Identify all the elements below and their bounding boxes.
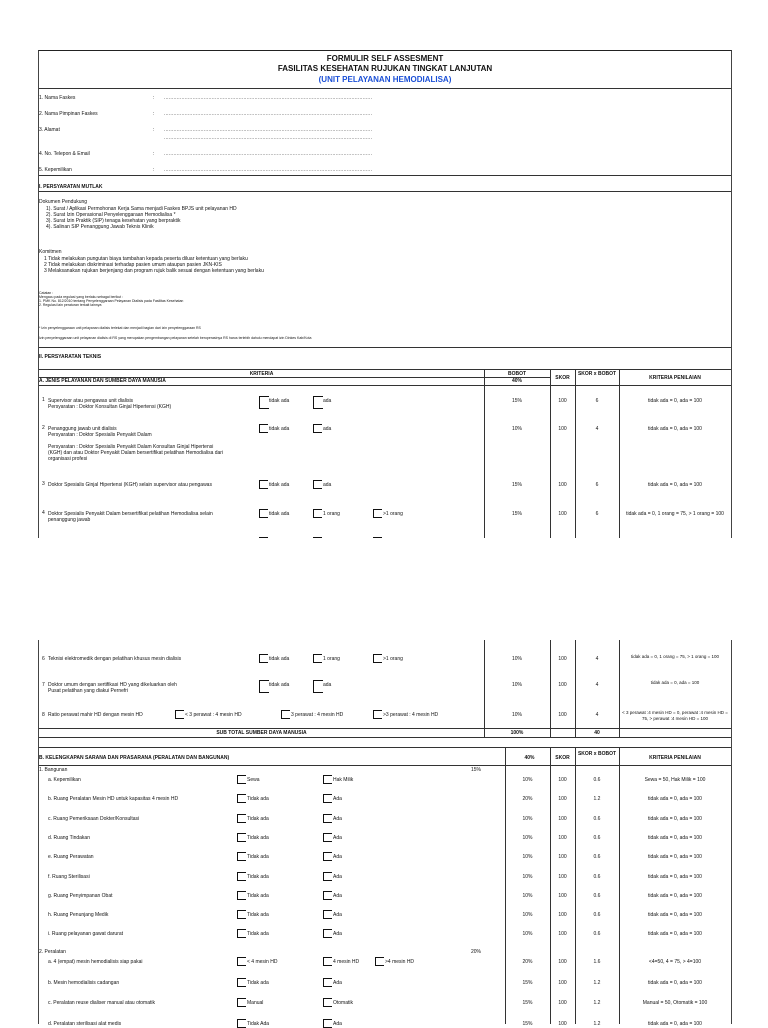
row-bobot: 15%: [522, 979, 533, 986]
dokumen-item: 4). Salinan SIP Penanggung Jawab Teknis Klinik: [46, 224, 154, 230]
col-skor: SKOR: [555, 375, 570, 381]
row-skor: 100: [558, 931, 567, 938]
secA-bobot: 40%: [511, 378, 522, 384]
row-skor: 100: [558, 398, 567, 404]
section-heading-mutlak: I. PERSYARATAN MUTLAK: [39, 184, 103, 190]
option-label: Ada: [333, 892, 342, 899]
option-label: Tidak ada: [247, 979, 269, 986]
col-kriteria-penilaian: KRITERIA PENILAIAN: [649, 375, 701, 381]
option-checkbox[interactable]: [373, 654, 382, 663]
row-skor-x-bobot: 6: [595, 511, 599, 517]
option-checkbox[interactable]: [323, 872, 332, 881]
komitmen-heading: Komitmen: [39, 249, 62, 255]
option-checkbox[interactable]: [281, 710, 290, 719]
footnote-2: Izin penyelenggaraan unit pelayanan dialisis di RS yang merupakan pengembangan pelayanan setelah beroperasinya RS harus terlebih dahulu mendapat izin Dinkes Kab/Kota: [39, 336, 312, 340]
option-label: Tidak ada: [247, 815, 269, 822]
facility-item-label: d. Ruang Tindakan: [48, 834, 90, 841]
row-bobot: 10%: [511, 682, 522, 688]
identity-label: 3. Alamat: [39, 127, 60, 133]
secB-title: B. KELENGKAPAN SARANA DAN PRASARANA (PERALATAN DAN BANGUNAN): [39, 755, 230, 761]
row-bobot: 15%: [522, 1000, 533, 1007]
row-skor-x-bobot: 0.6: [593, 854, 601, 861]
row-skor: 100: [558, 979, 567, 986]
option-checkbox[interactable]: [313, 654, 322, 663]
row-bobot: 10%: [511, 656, 522, 662]
row-bobot: 10%: [522, 892, 533, 899]
col-bobot: BOBOT: [507, 371, 527, 377]
option-label: 1 orang: [323, 511, 340, 517]
row-number: 7: [42, 682, 45, 688]
row-skor-x-bobot: 1.2: [593, 1000, 601, 1007]
option-label: >1 orang: [383, 656, 403, 662]
identity-input-field[interactable]: ...................................................................................................................................: [164, 127, 373, 133]
identity-label: 1. Nama Faskes: [39, 95, 76, 101]
option-checkbox[interactable]: [323, 929, 332, 938]
option-checkbox[interactable]: [237, 891, 246, 900]
option-checkbox[interactable]: [313, 480, 322, 489]
option-label: Ada: [333, 815, 342, 822]
row-skor-x-bobot: 4: [595, 656, 599, 662]
row-skor: 100: [558, 511, 567, 517]
dokumen-heading: Dokumen Pendukung: [39, 199, 88, 205]
row-skor-x-bobot: 6: [595, 482, 599, 488]
option-checkbox[interactable]: [237, 833, 246, 842]
row-skor: 100: [558, 777, 567, 783]
row-criteria-line: Supervisor atau pengawas unit dialisis: [48, 398, 134, 404]
row-kriteria-penilaian: tidak ada = 0, ada = 100: [650, 680, 700, 685]
row-criteria-line: Penanggung jawab unit dialisis: [48, 426, 117, 432]
option-label: tidak ada: [269, 656, 290, 662]
row-kriteria-penilaian: tidak ada = 0, ada = 100: [648, 398, 702, 404]
row-criteria-line: Pusat pelatihan yang diakui Pernefri: [48, 688, 129, 694]
row-criteria-line: Doktor Spesialis Penyakit Dalam bersertifikat pelatihan Hemodialisa selain: [48, 511, 213, 517]
row-number: 4: [42, 510, 45, 516]
row-skor: 100: [558, 834, 567, 841]
option-label: >3 perawat : 4 mesin HD: [383, 712, 439, 718]
note-line: Mengacu pada regulasi yang berlaku sebagai berikut :: [39, 295, 124, 299]
identity-colon: :: [153, 95, 155, 101]
facility-item-label: c. Ruang Pemeriksaan Dokter/Konsultasi: [48, 815, 140, 822]
row-skor-x-bobot: 1.2: [593, 1021, 601, 1028]
row-bobot: 10%: [522, 912, 533, 919]
option-checkbox[interactable]: [259, 480, 268, 489]
row-kriteria-penilaian: tidak ada = 0, ada = 100: [648, 796, 702, 803]
identity-input-field-2[interactable]: ...................................................................................................................................: [164, 135, 373, 141]
option-checkbox[interactable]: [323, 910, 332, 919]
row-bobot: 10%: [511, 426, 522, 432]
secB-sxb: SKOR x BOBOT: [577, 751, 617, 757]
row-kriteria-penilaian: tidak ada = 0, 1 orang = 75, > 1 orang = 100: [626, 511, 724, 517]
dokumen-item: 2). Surat Izin Operasional Penyelenggaraan Hemodialisa *: [46, 212, 176, 218]
option-label: Tidak ada: [247, 931, 269, 938]
row-criteria-line: Persyaratan : Doktor Spesialis Penyakit Dalam Konsultan Ginjal Hipertensi: [48, 444, 214, 450]
option-label: Tidak ada: [247, 912, 269, 919]
row-skor: 100: [558, 1000, 567, 1007]
row-bobot: 10%: [522, 931, 533, 938]
form-unit-title: (UNIT PELAYANAN HEMODIALISA): [318, 75, 452, 84]
group-peralatan: 2. Peralatan: [39, 949, 66, 955]
option-checkbox[interactable]: [323, 814, 332, 823]
option-checkbox[interactable]: [313, 396, 323, 409]
option-checkbox[interactable]: [237, 929, 246, 938]
row-bobot: 15%: [511, 398, 522, 404]
identity-label: 4. No. Telepon & Email: [39, 151, 90, 157]
option-label: ada: [323, 482, 332, 488]
group-peralatan-bobot: 20%: [471, 949, 482, 955]
row-skor-x-bobot: 1.6: [593, 959, 601, 965]
identity-input-field[interactable]: ...................................................................................................................................: [164, 111, 373, 117]
option-checkbox[interactable]: [237, 852, 246, 861]
dokumen-item: 3). Surat Izin Praktik (SIP) tenaga kesehatan yang berpraktik: [46, 218, 181, 224]
option-checkbox[interactable]: [323, 833, 332, 842]
row-skor-x-bobot: 0.6: [593, 931, 601, 938]
row-skor: 100: [558, 1021, 567, 1028]
option-label: tidak ada: [269, 426, 290, 432]
row-bobot: 10%: [511, 712, 522, 718]
facility-item-label: i. Ruang pelayanan gawat darurat: [48, 931, 124, 938]
option-checkbox[interactable]: [237, 957, 246, 966]
row-skor-x-bobot: 0.6: [593, 892, 601, 899]
option-checkbox[interactable]: [323, 891, 332, 900]
option-checkbox[interactable]: [237, 998, 246, 1007]
row-kriteria-penilaian: tidak ada = 0, ada = 100: [648, 892, 702, 899]
option-label: tidak ada: [269, 511, 290, 517]
row-criteria-line: Doktor umum dengan sertifikasi HD yang dikeluarkan oleh: [48, 682, 177, 688]
row-skor-x-bobot: 0.6: [593, 834, 601, 841]
row-bobot: 10%: [522, 834, 533, 841]
row-criteria-line: Doktor Spesialis Ginjal Hipertensi (KGH) selain supervisor atau pengawas: [48, 482, 212, 488]
dokumen-item: 1). Surat / Aplikasi Permohonan Kerja Sama menjadi Faskes BPJS unit pelayanan HD: [46, 206, 237, 212]
row-kriteria-penilaian: <4=50, 4 = 75, > 4=100: [648, 959, 702, 965]
komitmen-item: 3 Melaksanakan rujukan berjenjang dan program rujuk balik sesuai dengan ketentuan yang berlaku: [44, 268, 264, 274]
row-criteria-line: Persyaratan : Doktor Spesialis Penyakit Dalam: [48, 432, 152, 438]
row-skor: 100: [558, 892, 567, 899]
row-bobot: 20%: [522, 959, 533, 965]
option-checkbox[interactable]: [259, 654, 268, 663]
option-checkbox[interactable]: [323, 957, 332, 966]
row-kriteria-penilaian: tidak ada = 0, ada = 100: [648, 854, 702, 861]
row-bobot: 10%: [522, 873, 533, 880]
option-label: tidak ada: [269, 482, 290, 488]
form-title: FORMULIR SELF ASSESMENT: [326, 54, 444, 63]
option-checkbox[interactable]: [375, 957, 384, 966]
note-line: Catatan :: [39, 291, 54, 295]
option-checkbox[interactable]: [237, 910, 246, 919]
option-checkbox[interactable]: [175, 710, 184, 719]
option-checkbox[interactable]: [323, 998, 332, 1007]
option-label: Tidak ada: [247, 834, 269, 841]
footnote-1: * Izin penyelenggaraan unit pelayanan dialisis terlekat dan menjadi bagian dari izin penyelenggaraan RS: [39, 326, 201, 330]
option-checkbox[interactable]: [323, 852, 332, 861]
option-label: ada: [323, 398, 332, 404]
row-criteria-line: penanggung jawab: [48, 517, 91, 523]
row-number: 2: [42, 425, 45, 431]
form-page-2: [38, 640, 732, 1028]
group-bangunan-bobot: 15%: [471, 767, 482, 773]
option-label: Tidak ada: [247, 854, 269, 861]
facility-item-label: g. Ruang Penyimpanan Obat: [48, 892, 113, 899]
row-kriteria-penilaian: tidak ada = 0, ada = 100: [648, 815, 702, 822]
identity-input-field[interactable]: ...................................................................................................................................: [164, 95, 373, 101]
option-label: ada: [323, 682, 332, 688]
row-kriteria-penilaian: tidak ada = 0, ada = 100: [648, 482, 702, 488]
option-checkbox[interactable]: [323, 978, 332, 987]
row-bobot: 10%: [522, 854, 533, 861]
option-label: tidak ada: [269, 398, 290, 404]
option-label: Ada: [333, 834, 342, 841]
row-kriteria-penilaian: < 3 perawat :4 mesin HD = 0, perawat :4 mesin HD = 75, > perawat :4 mesin HD = 100: [622, 710, 728, 721]
option-checkbox[interactable]: [259, 396, 269, 409]
identity-label: 5. Kepemilikan: [39, 167, 72, 173]
row-criteria-line: Teknisi elektromedik dengan pelatihan khusus mesin dialisis: [48, 656, 182, 662]
row-kriteria-penilaian: tidak ada = 0, ada = 100: [648, 1021, 702, 1028]
option-checkbox[interactable]: [323, 775, 332, 784]
row-number: 6: [42, 656, 45, 662]
identity-colon: :: [153, 151, 155, 157]
komitmen-item: 1 Tidak melakukan pungutan biaya tambahan kepada peserta diluar ketentuan yang berlaku: [44, 256, 248, 262]
facility-item-label: a. 4 (empat) mesin hemodialisis siap pakai: [48, 959, 143, 965]
option-label: Tidak ada: [247, 873, 269, 880]
row-skor: 100: [558, 854, 567, 861]
row-skor: 100: [558, 426, 567, 432]
subtotal-bobot: 100%: [510, 730, 524, 736]
option-label: Tidak Ada: [247, 1021, 270, 1028]
row-skor-x-bobot: 4: [595, 712, 599, 718]
row-number: 3: [42, 481, 45, 487]
option-checkbox[interactable]: [237, 794, 246, 803]
form-subtitle: FASILITAS KESEHATAN RUJUKAN TINGKAT LANJUTAN: [277, 64, 493, 73]
form-page-1: [38, 50, 732, 539]
identity-colon: :: [153, 111, 155, 117]
option-checkbox[interactable]: [323, 794, 332, 803]
option-checkbox[interactable]: [259, 509, 268, 518]
row-kriteria-penilaian: tidak ada = 0, ada = 100: [648, 979, 702, 986]
option-checkbox[interactable]: [237, 872, 246, 881]
row-skor: 100: [558, 656, 567, 662]
facility-item-label: b. Mesin hemodialisis cadangan: [48, 979, 120, 986]
row-kriteria-penilaian: tidak ada = 0, 1 orang = 75, > 1 orang = 100: [630, 654, 720, 659]
option-label: 4 mesin HD: [333, 959, 360, 965]
section-heading-teknis: II. PERSYARATAN TEKNIS: [39, 354, 102, 360]
row-kriteria-penilaian: tidak ada = 0, ada = 100: [648, 873, 702, 880]
facility-item-label: d. Peralatan sterilisasi alat medis: [48, 1021, 122, 1028]
row-skor: 100: [558, 912, 567, 919]
row-criteria-line: (KGH) dan atau Doktor Penyakit Dalam bersertifikat pelatihan Hemodialisa dari: [48, 450, 224, 456]
row-skor: 100: [558, 873, 567, 880]
row-skor-x-bobot: 6: [595, 398, 599, 404]
option-label: < 4 mesin HD: [247, 959, 278, 965]
option-checkbox[interactable]: [237, 814, 246, 823]
row-number: 1: [42, 397, 45, 403]
identity-label: 2. Nama Pimpinan Faskes: [39, 111, 98, 117]
option-label: Ada: [333, 931, 342, 938]
option-label: Ada: [333, 854, 342, 861]
row-kriteria-penilaian: Sewa = 50, Hak Milik = 100: [644, 777, 706, 783]
subtotal-sxb: 40: [594, 730, 600, 736]
row-skor: 100: [558, 482, 567, 488]
option-label: < 3 perawat : 4 mesin HD: [185, 712, 242, 718]
option-label: Tidak ada: [247, 796, 269, 803]
row-skor-x-bobot: 0.6: [593, 912, 601, 919]
row-skor-x-bobot: 0.6: [593, 873, 601, 880]
option-label: ada: [323, 426, 332, 432]
option-label: 1 orang: [323, 656, 340, 662]
facility-item-label: h. Ruang Penunjang Medik: [48, 912, 109, 919]
row-kriteria-penilaian: Manual = 50, Otomatik = 100: [642, 1000, 708, 1007]
option-checkbox[interactable]: [259, 424, 268, 433]
option-label: Otomatik: [333, 1000, 354, 1007]
row-kriteria-penilaian: tidak ada = 0, ada = 100: [648, 931, 702, 938]
row-bobot: 15%: [511, 482, 522, 488]
note-line: 1. PMK No. 812/2010 tentang Penyelenggaraan Pelayanan Dialisis pada Fasilitas Kesehatan: [39, 299, 184, 303]
col-skor-x-bobot: SKOR x BOBOT: [577, 371, 617, 377]
option-checkbox[interactable]: [237, 978, 246, 987]
row-bobot: 20%: [522, 796, 533, 803]
row-skor: 100: [558, 796, 567, 803]
identity-colon: :: [153, 127, 155, 133]
secB-kp: KRITERIA PENILAIAN: [649, 755, 701, 761]
option-label: Ada: [333, 1021, 342, 1028]
row-criteria-line: organisasi profesi: [48, 456, 88, 462]
row-criteria-line: Persyaratan : Doktor Konsultan Ginjal Hipertensi (KGH): [48, 404, 172, 410]
option-checkbox[interactable]: [373, 509, 382, 518]
option-checkbox[interactable]: [373, 710, 382, 719]
row-bobot: 15%: [522, 1021, 533, 1028]
identity-input-field[interactable]: ...................................................................................................................................: [164, 151, 373, 157]
row-skor-x-bobot: 4: [595, 682, 599, 688]
row-criteria-line: Ratio perawat mahir HD dengan mesin HD: [48, 712, 143, 718]
option-label: Tidak ada: [247, 892, 269, 899]
option-checkbox[interactable]: [313, 509, 322, 518]
row-kriteria-penilaian: tidak ada = 0, ada = 100: [648, 834, 702, 841]
facility-item-label: c. Peralatan reuse dialiser manual atau otomatik: [48, 1000, 156, 1007]
secB-skor: SKOR: [555, 755, 570, 761]
row-bobot: 15%: [511, 511, 522, 517]
secB-bobot: 40%: [524, 755, 535, 761]
facility-item-label: f. Ruang Sterilisasi: [48, 873, 90, 880]
option-checkbox[interactable]: [313, 680, 323, 693]
option-label: Ada: [333, 873, 342, 880]
row-bobot: 10%: [522, 815, 533, 822]
komitmen-item: 2 Tidak melakukan diskriminasi terhadap pasien umum ataupun pasien JKN-KIS: [44, 262, 222, 268]
facility-item-label: a. Kepemilikan: [48, 777, 81, 783]
option-label: Manual: [247, 1000, 264, 1007]
row-skor-x-bobot: 1.2: [593, 979, 601, 986]
option-checkbox[interactable]: [313, 424, 322, 433]
option-label: >1 orang: [383, 511, 403, 517]
row-skor: 100: [558, 959, 567, 965]
facility-item-label: e. Ruang Perawatan: [48, 854, 94, 861]
group-bangunan: 1. Bangunan: [39, 767, 68, 773]
identity-colon: :: [153, 167, 155, 173]
option-label: Hak Milik: [333, 777, 354, 783]
row-skor-x-bobot: 1.2: [593, 796, 601, 803]
option-label: Ada: [333, 796, 342, 803]
option-label: Ada: [333, 912, 342, 919]
row-bobot: 10%: [522, 777, 533, 783]
row-skor-x-bobot: 4: [595, 426, 599, 432]
option-checkbox[interactable]: [259, 680, 269, 693]
secA-title: A. JENIS PELAYANAN DAN SUMBER DAYA MANUSIA: [39, 378, 166, 384]
option-label: >4 mesin HD: [385, 959, 415, 965]
row-skor-x-bobot: 0.6: [593, 815, 601, 822]
row-skor: 100: [558, 682, 567, 688]
row-skor-x-bobot: 0.6: [593, 777, 601, 783]
identity-input-field[interactable]: ...................................................................................................................................: [164, 167, 373, 173]
option-label: 3 perawat : 4 mesin HD: [291, 712, 344, 718]
option-checkbox[interactable]: [237, 775, 246, 784]
row-kriteria-penilaian: tidak ada = 0, ada = 100: [648, 426, 702, 432]
option-label: Ada: [333, 979, 342, 986]
row-skor: 100: [558, 712, 567, 718]
subtotal-label: SUB TOTAL SUMBER DAYA MANUSIA: [216, 730, 307, 736]
note-line: 2. Regulasi lain peraturan terkait lainnya: [39, 303, 102, 307]
row-number: 8: [42, 712, 45, 718]
row-kriteria-penilaian: tidak ada = 0, ada = 100: [648, 912, 702, 919]
col-kriteria: KRITERIA: [249, 371, 274, 377]
row-skor: 100: [558, 815, 567, 822]
facility-item-label: b. Ruang Peralatan Mesin HD untuk kapasitas 4 mesin HD: [48, 796, 179, 803]
option-label: tidak ada: [269, 682, 290, 688]
option-label: Sewa: [247, 777, 260, 783]
